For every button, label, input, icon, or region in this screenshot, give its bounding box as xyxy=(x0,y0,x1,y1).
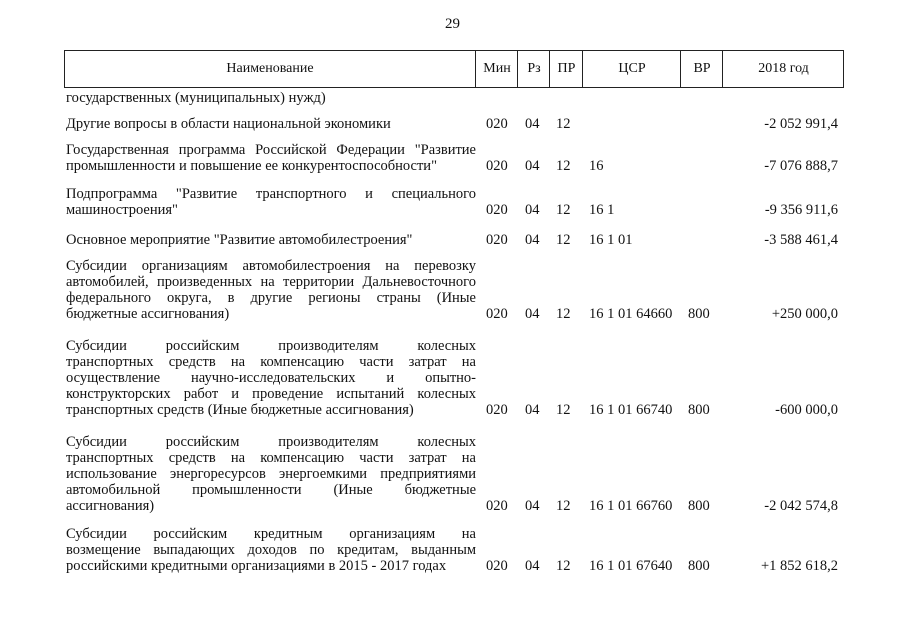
row-name-line: бюджетные ассигнования) xyxy=(66,306,230,322)
row-name-line: конструкторских работ и проведение испытаний колесных xyxy=(66,386,476,402)
row-name xyxy=(66,526,476,574)
row-name-line: промышленности и повышение ее конкурентоспособности" xyxy=(66,158,437,174)
row-name-line: возмещение выпадающих доходов по кредитам, выданным xyxy=(66,542,476,558)
cell-csr: 16 1 01 64660 xyxy=(589,306,673,322)
row-name-line: ассигнования) xyxy=(66,498,155,514)
cell-value: -7 076 888,7 xyxy=(764,158,838,174)
cell-vr: 800 xyxy=(688,558,710,574)
cell-value: -2 042 574,8 xyxy=(764,498,838,514)
cell-min: 020 xyxy=(486,306,508,322)
row-name-line: машиностроения" xyxy=(66,202,178,218)
row-name xyxy=(66,232,476,248)
cell-pr: 12 xyxy=(556,402,571,418)
cell-csr: 16 1 01 66740 xyxy=(589,402,673,418)
row-name xyxy=(66,434,476,514)
header-year: 2018 год xyxy=(722,51,844,87)
cell-pr: 12 xyxy=(556,306,571,322)
cell-csr: 16 1 01 66760 xyxy=(589,498,673,514)
cell-min: 020 xyxy=(486,402,508,418)
cell-csr: 16 xyxy=(589,158,604,174)
row-name-line: осуществление научно-исследовательских и опытно- xyxy=(66,370,476,386)
cell-rz: 04 xyxy=(525,116,540,132)
cell-rz: 04 xyxy=(525,558,540,574)
row-name-line: транспортных средств на компенсацию части затрат на xyxy=(66,450,476,466)
row-name-line: использование энергоресурсов энергоемкими предприятиями xyxy=(66,466,476,482)
row-name-line: Субсидии организациям автомобилестроения на перевозку xyxy=(66,258,476,274)
cell-rz: 04 xyxy=(525,402,540,418)
cell-value: -2 052 991,4 xyxy=(764,116,838,132)
row-name-line: Другие вопросы в области национальной экономики xyxy=(66,116,391,132)
cell-vr: 800 xyxy=(688,498,710,514)
cell-value: -600 000,0 xyxy=(775,402,838,418)
cell-pr: 12 xyxy=(556,116,571,132)
cell-min: 020 xyxy=(486,202,508,218)
row-name-line: Субсидии российским производителям колесных xyxy=(66,338,476,354)
cell-pr: 12 xyxy=(556,202,571,218)
cell-value: -9 356 911,6 xyxy=(764,202,838,218)
cell-pr: 12 xyxy=(556,158,571,174)
row-name-line: транспортных средств (Иные бюджетные ассигнования) xyxy=(66,402,414,418)
header-name: Наименование xyxy=(226,61,314,76)
cell-pr: 12 xyxy=(556,558,571,574)
cell-min: 020 xyxy=(486,558,508,574)
row-name-line: Подпрограмма "Развитие транспортного и специального xyxy=(66,186,476,202)
row-name-line: Основное мероприятие "Развитие автомобилестроения" xyxy=(66,232,413,248)
header-min: Мин xyxy=(475,51,518,87)
cell-rz: 04 xyxy=(525,306,540,322)
row-name-line: федерального округа, в другие регионы страны (Иные xyxy=(66,290,476,306)
cell-min: 020 xyxy=(486,158,508,174)
row-name xyxy=(66,186,476,218)
cell-value: +1 852 618,2 xyxy=(760,558,838,574)
cell-vr: 800 xyxy=(688,402,710,418)
row-name-line: транспортных средств на компенсацию части затрат на xyxy=(66,354,476,370)
row-name xyxy=(66,116,476,132)
table-header xyxy=(64,50,844,88)
row-name-line: автомобилей, произведенных на территории Дальневосточного xyxy=(66,274,476,290)
row-name xyxy=(66,90,476,106)
cell-rz: 04 xyxy=(525,202,540,218)
cell-csr: 16 1 xyxy=(589,202,615,218)
row-name xyxy=(66,142,476,174)
row-name xyxy=(66,338,476,418)
header-csr: ЦСР xyxy=(582,51,681,87)
cell-min: 020 xyxy=(486,498,508,514)
header-rz: Рз xyxy=(517,51,550,87)
header-pr: ПР xyxy=(549,51,583,87)
row-name-line: российскими кредитными организациями в 2015 - 2017 годах xyxy=(66,558,447,574)
row-name xyxy=(66,258,476,322)
cell-value: +250 000,0 xyxy=(771,306,838,322)
cell-vr: 800 xyxy=(688,306,710,322)
row-name-line: Субсидии российским кредитным организациям на xyxy=(66,526,476,542)
header-vr: ВР xyxy=(680,51,723,87)
cell-csr: 16 1 01 xyxy=(589,232,633,248)
page-number: 29 xyxy=(445,16,460,32)
row-name-line: Государственная программа Российской Федерации "Развитие xyxy=(66,142,476,158)
cell-rz: 04 xyxy=(525,498,540,514)
cell-pr: 12 xyxy=(556,498,571,514)
row-name-line: государственных (муниципальных) нужд) xyxy=(66,90,326,106)
cell-rz: 04 xyxy=(525,232,540,248)
cell-csr: 16 1 01 67640 xyxy=(589,558,673,574)
cell-value: -3 588 461,4 xyxy=(764,232,838,248)
cell-min: 020 xyxy=(486,116,508,132)
cell-min: 020 xyxy=(486,232,508,248)
row-name-line: Субсидии российским производителям колесных xyxy=(66,434,476,450)
cell-rz: 04 xyxy=(525,158,540,174)
row-name-line: автомобильной промышленности (Иные бюджетные xyxy=(66,482,476,498)
cell-pr: 12 xyxy=(556,232,571,248)
